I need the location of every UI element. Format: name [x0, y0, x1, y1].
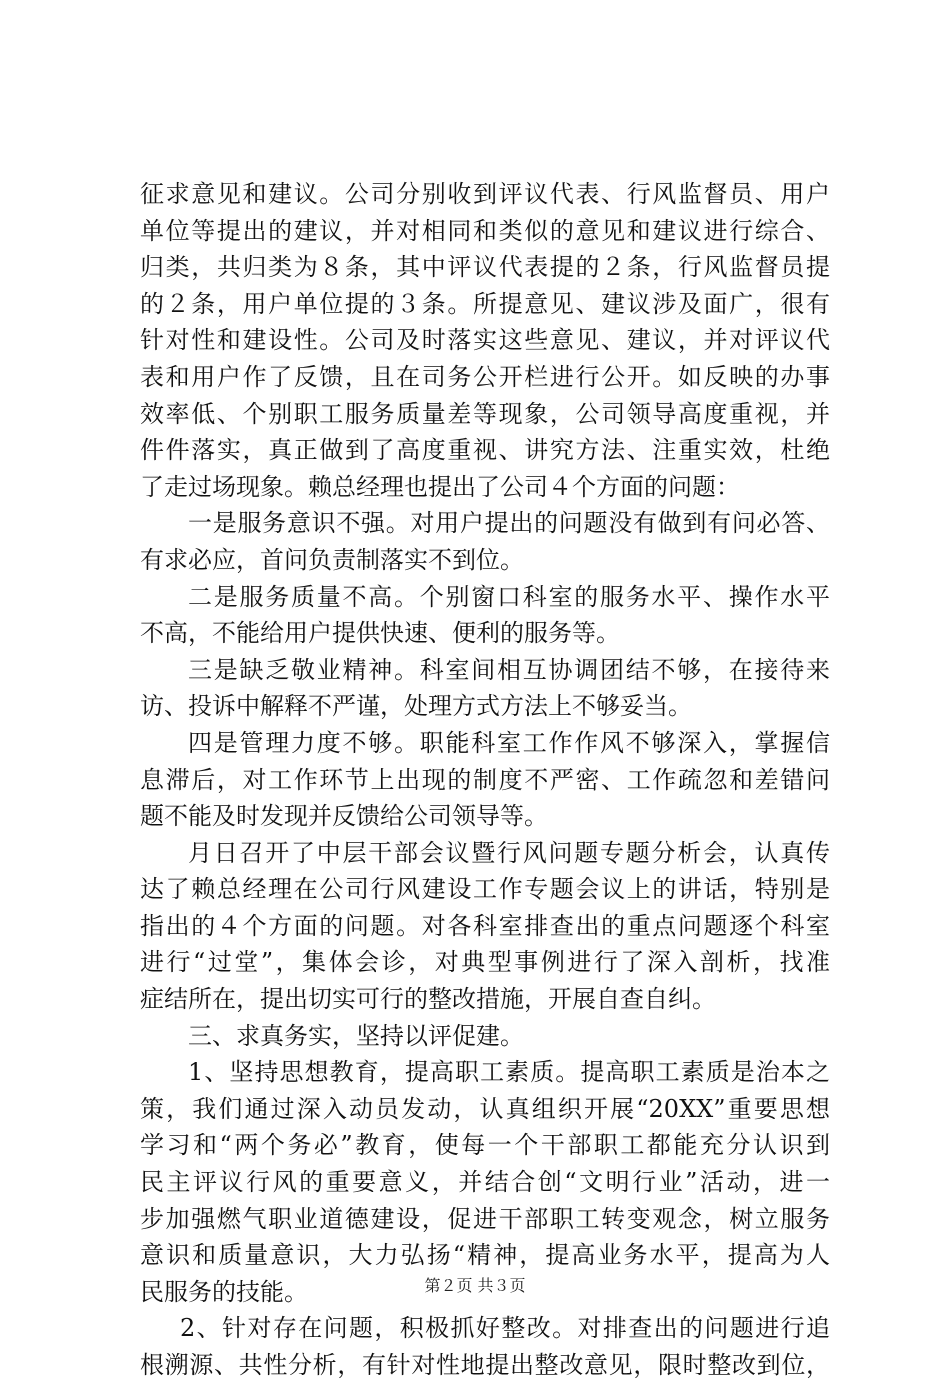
paragraph-start-line: 二是服务质量不高。个别窗口科室的服务水平、操作水平	[188, 582, 830, 611]
paragraph-start-line: 2、针对存在问题，积极抓好整改。对排查出的问题进行追	[180, 1314, 830, 1343]
text-line: 民主评议行风的重要意义，并结合创“文明行业”活动，进一	[140, 1168, 830, 1197]
text-line: 意识和质量意识，大力弘扬“精神，提高业务水平，提高为人	[140, 1241, 830, 1270]
text-line: 件件落实，真正做到了高度重视、讲究方法、注重实效，杜绝	[140, 436, 830, 465]
text-line: 的２条，用户单位提的３条。所提意见、建议涉及面广，很有	[140, 289, 830, 318]
paragraph-start-line: 月日召开了中层干部会议暨行风问题专题分析会，认真传	[188, 838, 830, 867]
document-body	[140, 176, 830, 1384]
text-line: 学习和“两个务必”教育，使每一个干部职工都能充分认识到	[140, 1131, 830, 1160]
text-line: 征求意见和建议。公司分别收到评议代表、行风监督员、用户	[140, 180, 830, 208]
paragraph-start-line: 三是缺乏敬业精神。科室间相互协调团结不够，在接待来	[188, 655, 830, 684]
text-line: 有求必应，首问负责制落实不到位。	[140, 545, 524, 574]
section-heading: 三、求真务实，坚持以评促建。	[188, 1021, 524, 1050]
text-line: 了走过场现象。赖总经理也提出了公司４个方面的问题：	[140, 472, 740, 501]
text-line: 不高，不能给用户提供快速、便利的服务等。	[140, 619, 620, 648]
text-line: 题不能及时发现并反馈给公司领导等。	[140, 802, 548, 831]
text-line: 进行“过堂”，集体会诊，对典型事例进行了深入剖析，找准	[140, 948, 830, 977]
paragraph-start-line: 一是服务意识不强。对用户提出的问题没有做到有问必答、	[188, 509, 830, 538]
text-line: 达了赖总经理在公司行风建设工作专题会议上的讲话，特别是	[140, 875, 830, 904]
text-line: 步加强燃气职业道德建设，促进干部职工转变观念，树立服务	[140, 1204, 830, 1233]
text-line: 单位等提出的建议，并对相同和类似的意见和建议进行综合、	[140, 216, 830, 245]
text-line: 表和用户作了反馈，且在司务公开栏进行公开。如反映的办事	[140, 362, 830, 391]
text-line: 策，我们通过深入动员发动，认真组织开展“20XX”重要思想	[140, 1094, 830, 1123]
text-line: 根溯源、共性分析，有针对性地提出整改意见，限时整改到位，	[140, 1351, 830, 1379]
text-line: 访、投诉中解释不严谨，处理方式方法上不够妥当。	[140, 692, 692, 721]
text-line: 症结所在，提出切实可行的整改措施，开展自查自纠。	[140, 985, 716, 1014]
paragraph-start-line: 1、坚持思想教育，提高职工素质。提高职工素质是治本之	[188, 1058, 830, 1087]
text-line: 效率低、个别职工服务质量差等现象，公司领导高度重视，并	[140, 399, 830, 428]
text-line: 针对性和建设性。公司及时落实这些意见、建议，并对评议代	[140, 326, 830, 355]
text-line: 归类，共归类为８条，其中评议代表提的２条，行风监督员提	[140, 253, 830, 282]
text-line: 民服务的技能。	[140, 1277, 308, 1306]
page-footer: 第２页 共３页	[424, 1276, 526, 1295]
text-line: 息滞后，对工作环节上出现的制度不严密、工作疏忽和差错问	[140, 765, 830, 794]
text-line: 指出的４个方面的问题。对各科室排查出的重点问题逐个科室	[140, 911, 830, 940]
paragraph-start-line: 四是管理力度不够。职能科室工作作风不够深入，掌握信	[188, 728, 830, 757]
